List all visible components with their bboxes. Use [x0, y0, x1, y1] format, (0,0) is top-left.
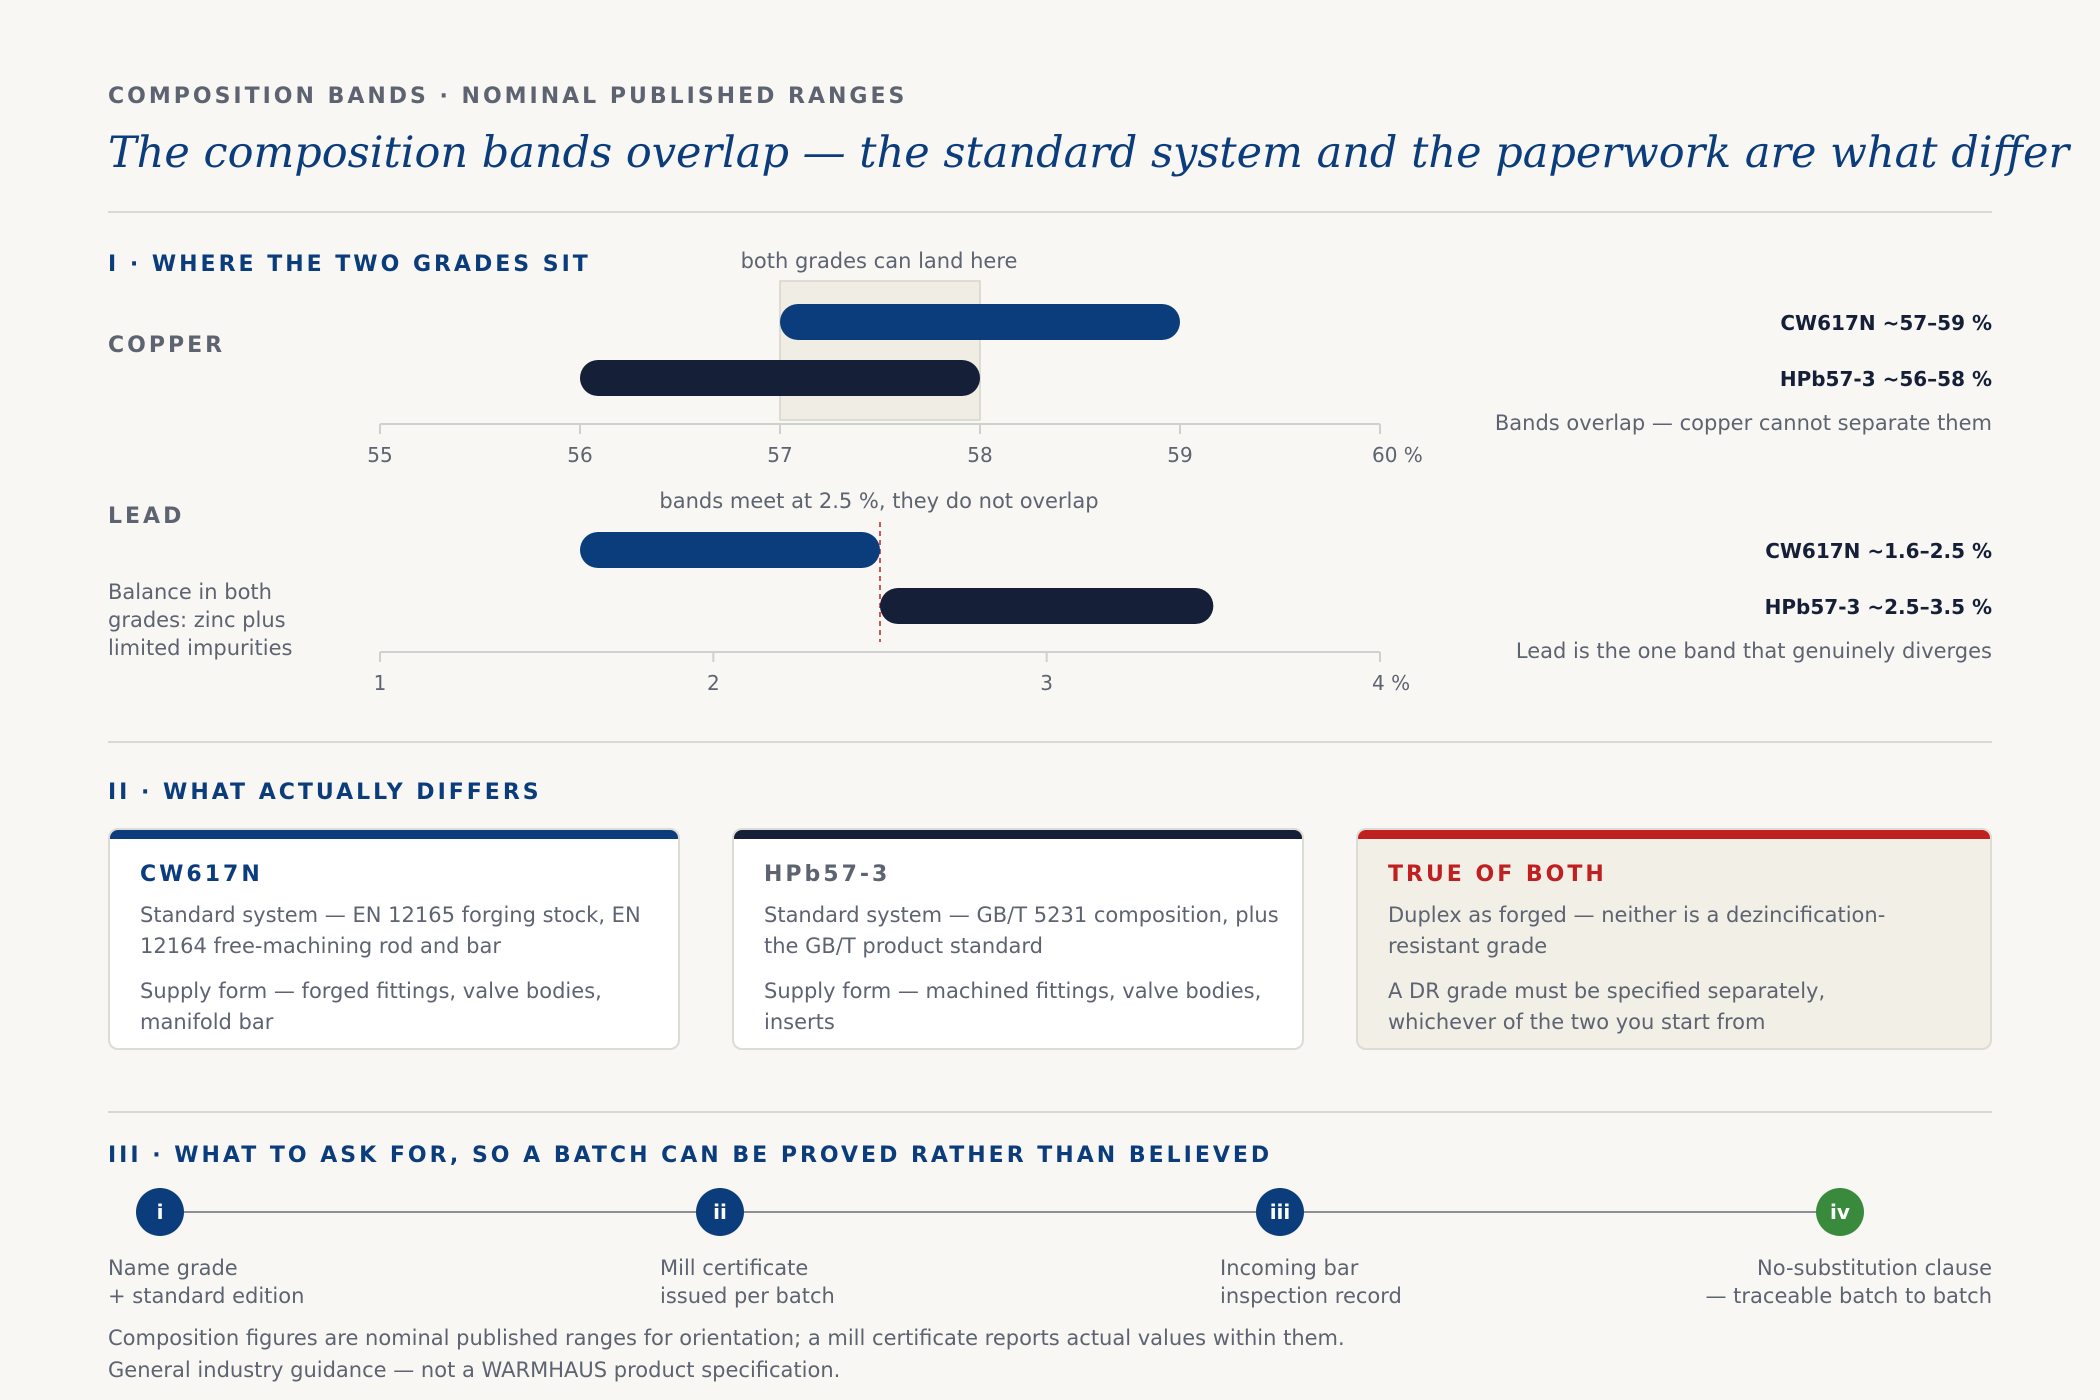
steps-connector-line [160, 1211, 1840, 1213]
cu-bar-cw617n [780, 304, 1180, 340]
divider [108, 741, 1992, 743]
lead-note: Lead is the one band that genuinely diverges [1515, 639, 1992, 663]
pb-tick-label: 2 [706, 671, 720, 695]
section-title-differs: II · WHAT ACTUALLY DIFFERS [108, 780, 542, 805]
cu-tick-label: 59 [1167, 443, 1193, 467]
cu-tick-label: 57 [767, 443, 793, 467]
card-supply-text: Supply form — forged fittings, valve bodies, manifold bar [140, 979, 602, 1034]
card-duplex-text: Duplex as forged — neither is a dezincification-resistant grade [1388, 903, 1886, 958]
card-supply-text: Supply form — machined fittings, valve bodies, inserts [764, 979, 1262, 1034]
card-dr-grade-text: A DR grade must be specified separately, whichever of the two you start from [1388, 979, 1826, 1034]
copper-hpb-range-label: HPb57-3 ~56–58 % [1779, 367, 1992, 391]
card-title: HPb57-3 [764, 862, 891, 887]
card-title: CW617N [140, 862, 263, 887]
lead-label: LEAD [108, 504, 185, 529]
pb-tick-label: 1 [373, 671, 387, 695]
copper-note: Bands overlap — copper cannot separate them [1494, 411, 1992, 435]
card-accent-bar [110, 830, 678, 839]
copper-cw617n-range-label: CW617N ~57–59 % [1780, 311, 1992, 335]
pb-bar-cw617n [580, 532, 880, 568]
pb-bar-hpb573 [880, 588, 1213, 624]
cu-bar-hpb573 [580, 360, 980, 396]
footnote-line-1: Composition figures are nominal published ranges for orientation; a mill certificate reports actual values within them. [108, 1326, 1345, 1350]
step-marker-3: iii [1256, 1188, 1304, 1236]
step-marker-4: iv [1816, 1188, 1864, 1236]
page-title: The composition bands overlap — the standard system and the paperwork are what differ [108, 128, 2069, 178]
section-title-ask-for: III · WHAT TO ASK FOR, SO A BATCH CAN BE PROVED RATHER THAN BELIEVED [108, 1143, 1273, 1168]
step-label-3: Incoming bar inspection record [1220, 1256, 1402, 1308]
copper-label: COPPER [108, 333, 226, 358]
lead-cw617n-range-label: CW617N ~1.6–2.5 % [1765, 539, 1992, 563]
lead-meeting-annotation: bands meet at 2.5 %, they do not overlap [659, 489, 1099, 513]
copper-axis-ticks [367, 424, 1423, 467]
pb-tick-label: 4 % [1372, 671, 1411, 695]
card-true-of-both [1356, 828, 1992, 1050]
lead-hpb-range-label: HPb57-3 ~2.5–3.5 % [1764, 595, 1992, 619]
cu-tick-label: 55 [367, 443, 393, 467]
card-accent-bar [1358, 830, 1990, 839]
card-cw617n [108, 828, 680, 1050]
cu-tick-label: 60 % [1372, 443, 1423, 467]
card-standard-text: Standard system — GB/T 5231 composition, plus the GB/T product standard [764, 903, 1279, 958]
cu-tick-label: 58 [967, 443, 993, 467]
cu-tick-label: 56 [567, 443, 593, 467]
card-hpb57-3 [732, 828, 1304, 1050]
divider [108, 1111, 1992, 1113]
balance-note: Balance in both grades: zinc plus limited impurities [108, 580, 293, 660]
eyebrow: COMPOSITION BANDS · NOMINAL PUBLISHED RANGES [108, 84, 908, 109]
step-marker-2: ii [696, 1188, 744, 1236]
footnote-line-2: General industry guidance — not a WARMHAUS product specification. [108, 1358, 841, 1382]
lead-bars [580, 532, 1213, 624]
card-accent-bar [734, 830, 1302, 839]
step-label-1: Name grade + standard edition [108, 1256, 305, 1308]
lead-axis-ticks [374, 652, 1410, 695]
copper-overlap-annotation: both grades can land here [740, 249, 1018, 273]
pb-tick-label: 3 [1040, 671, 1054, 695]
card-standard-text: Standard system — EN 12165 forging stock, EN 12164 free-machining rod and bar [140, 903, 641, 958]
step-marker-1: i [136, 1188, 184, 1236]
step-label-2: Mill certificate issued per batch [660, 1256, 835, 1308]
card-title: TRUE OF BOTH [1388, 862, 1607, 887]
section-title-where: I · WHERE THE TWO GRADES SIT [108, 252, 591, 277]
step-label-4: No-substitution clause — traceable batch to batch [1705, 1256, 1992, 1308]
copper-overlap-region [780, 281, 980, 420]
